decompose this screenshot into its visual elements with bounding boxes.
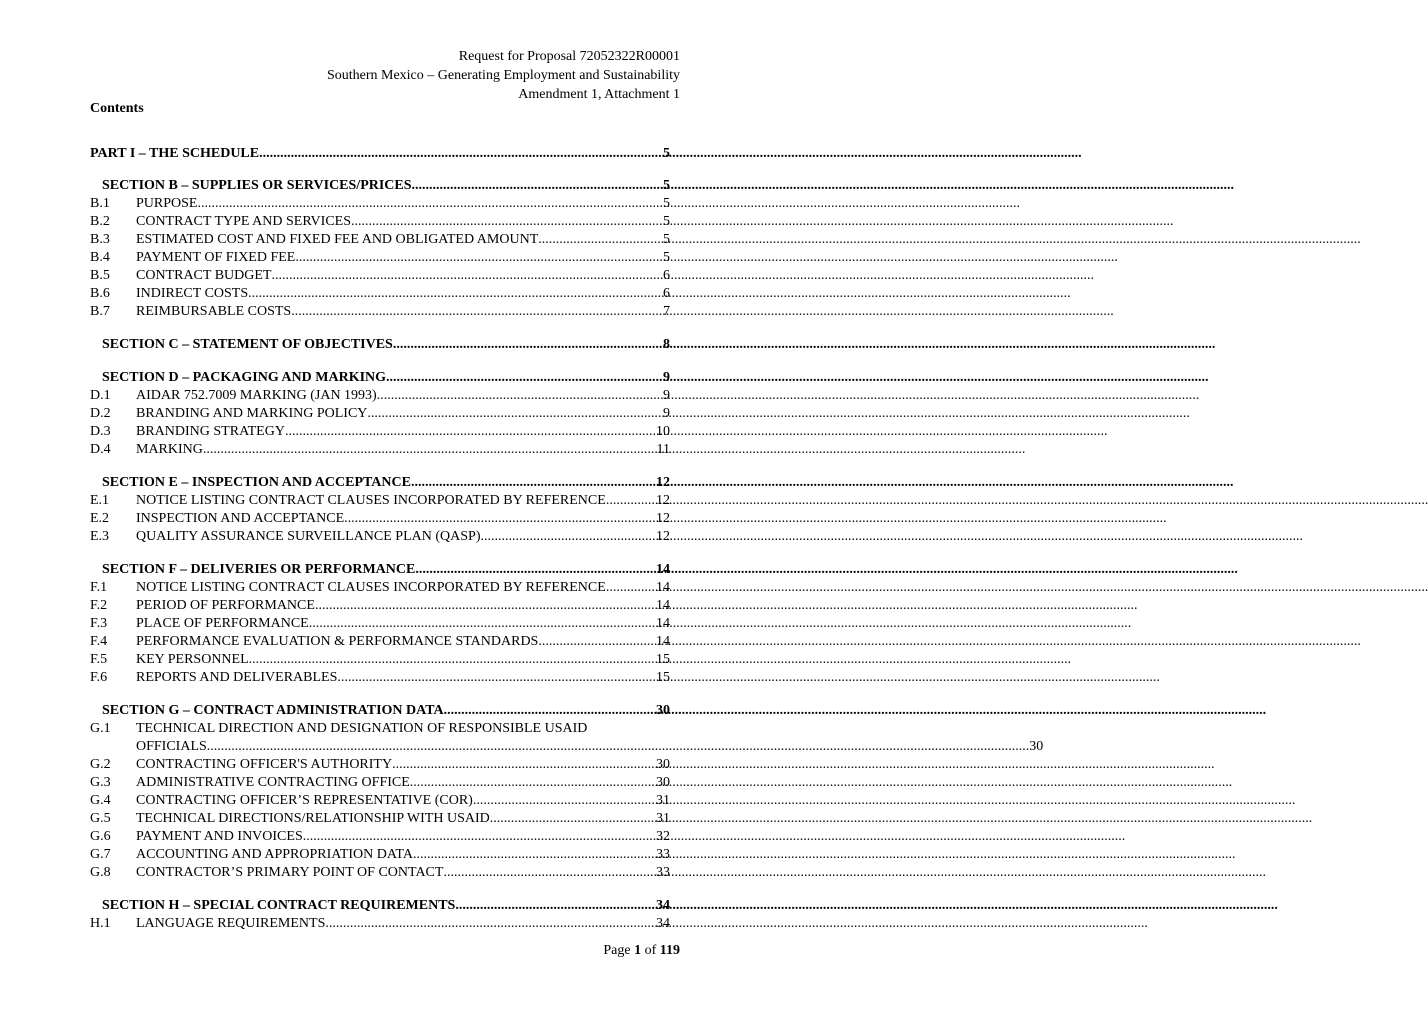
toc-item-title: TECHNICAL DIRECTIONS/RELATIONSHIP WITH USAID [136, 811, 490, 826]
toc-leader-dots [386, 369, 663, 387]
toc-page-number: 33 [656, 847, 670, 862]
toc-item-number: G.8 [90, 865, 111, 880]
toc-leader-dots [249, 651, 656, 669]
toc-item-title: INSPECTION AND ACCEPTANCE [136, 511, 345, 526]
toc-leader-dots [337, 669, 656, 687]
toc-leader-dots [480, 528, 656, 546]
toc-page-number: 30 [656, 775, 670, 790]
toc-item-entry[interactable] [90, 810, 670, 828]
toc-leader-dots [203, 441, 657, 459]
toc-item-number: F.3 [90, 616, 108, 631]
toc-section-title: SECTION G – CONTRACT ADMINISTRATION DATA [102, 703, 444, 718]
toc-leader-dots [412, 177, 663, 195]
toc-leader-dots [285, 423, 656, 441]
toc-page-number: 14 [656, 616, 670, 631]
toc-page-number: 8 [663, 337, 670, 352]
toc-page-number: 5 [663, 196, 670, 211]
toc-leader-dots [415, 561, 656, 579]
toc-item-title: QUALITY ASSURANCE SURVEILLANCE PLAN (QASP) [136, 529, 481, 544]
toc-leader-dots [377, 387, 663, 405]
toc-item-title: PLACE OF PERFORMANCE [136, 616, 309, 631]
toc-item-entry[interactable] [90, 492, 670, 510]
toc-item-entry[interactable] [90, 915, 670, 933]
toc-leader-dots [606, 492, 656, 510]
toc-item-title: KEY PERSONNEL [136, 652, 249, 667]
toc-leader-dots [271, 267, 663, 285]
toc-page-number: 11 [656, 442, 670, 457]
toc-leader-dots [315, 597, 656, 615]
toc-page-number: 5 [663, 250, 670, 265]
toc-section-title: SECTION E – INSPECTION AND ACCEPTANCE [102, 475, 411, 490]
toc-item-title: ACCOUNTING AND APPROPRIATION DATA [136, 847, 413, 862]
toc-item-number: F.6 [90, 670, 108, 685]
toc-page-number: 6 [663, 268, 670, 283]
toc-item-number: E.3 [90, 529, 110, 544]
toc-leader-dots [410, 774, 656, 792]
toc-leader-dots [473, 792, 656, 810]
toc-section-title: SECTION D – PACKAGING AND MARKING [102, 370, 387, 385]
toc-item-entry[interactable] [90, 423, 670, 441]
toc-item-number: D.3 [90, 424, 111, 439]
toc-item-entry[interactable] [90, 846, 670, 864]
header-amendment: Amendment 1, Attachment 1 [518, 87, 680, 102]
toc-item-number: B.7 [90, 304, 110, 319]
toc-item-title: ESTIMATED COST AND FIXED FEE AND OBLIGATED AMOUNT [136, 232, 539, 247]
toc-leader-dots [392, 756, 656, 774]
toc-item-title: PERFORMANCE EVALUATION & PERFORMANCE STANDARDS [136, 634, 539, 649]
toc-leader-dots [259, 145, 663, 163]
toc-item-entry[interactable] [90, 579, 670, 597]
toc-leader-dots [325, 915, 656, 933]
toc-item-number: F.5 [90, 652, 108, 667]
toc-section-entry[interactable] [90, 561, 670, 579]
toc-item-title-continuation [136, 738, 1043, 756]
toc-item-entry[interactable] [90, 510, 670, 528]
toc-section-title: SECTION C – STATEMENT OF OBJECTIVES [102, 337, 393, 352]
toc-item-entry[interactable] [90, 528, 670, 546]
toc-page-number: 5 [663, 214, 670, 229]
toc-page-number: 5 [663, 232, 670, 247]
toc-section-entry[interactable] [90, 336, 670, 354]
toc-leader-dots [351, 213, 663, 231]
toc-page-number: 9 [663, 406, 670, 421]
toc-item-title: NOTICE LISTING CONTRACT CLAUSES INCORPORATED BY REFERENCE [136, 580, 606, 595]
toc-leader-dots [606, 579, 656, 597]
toc-item-entry[interactable] [90, 792, 670, 810]
toc-item-title: MARKING [136, 442, 203, 457]
toc-page-number: 14 [656, 634, 670, 649]
toc-item-number: G.2 [90, 757, 111, 772]
toc-leader-dots [538, 633, 656, 651]
toc-leader-dots [248, 285, 663, 303]
toc-page-number: 6 [663, 286, 670, 301]
contents-heading: Contents [90, 101, 144, 116]
toc-page-number: 12 [656, 511, 670, 526]
toc-item-number: D.2 [90, 406, 111, 421]
toc-section-entry[interactable] [90, 702, 670, 720]
toc-page-number: 30 [1029, 739, 1044, 754]
toc-item-title: INDIRECT COSTS [136, 286, 249, 301]
toc-item-entry[interactable] [90, 285, 670, 303]
toc-item-entry[interactable] [90, 213, 670, 231]
toc-item-wrapped-title [136, 720, 1043, 756]
toc-page-number: 12 [656, 475, 670, 490]
table-of-contents [90, 141, 1044, 933]
toc-item-title: CONTRACTING OFFICER’S REPRESENTATIVE (COR) [136, 793, 473, 808]
toc-item-entry[interactable] [90, 651, 670, 669]
toc-item-entry[interactable] [90, 615, 670, 633]
toc-item-entry[interactable] [90, 441, 670, 459]
toc-section-title: SECTION H – SPECIAL CONTRACT REQUIREMENTS [102, 898, 456, 913]
toc-leader-dots [411, 474, 656, 492]
toc-item-number: G.1 [90, 721, 111, 736]
toc-item-title: PERIOD OF PERFORMANCE [136, 598, 315, 613]
footer-total-pages: 119 [659, 943, 680, 958]
toc-page-number: 15 [656, 652, 670, 667]
toc-page-number: 15 [656, 670, 670, 685]
toc-leader-dots [295, 249, 663, 267]
toc-item-entry[interactable] [90, 303, 670, 321]
toc-item-entry[interactable] [90, 756, 670, 774]
toc-section-entry[interactable] [90, 474, 670, 492]
toc-leader-dots [455, 897, 656, 915]
toc-leader-dots [367, 405, 663, 423]
toc-leader-dots [291, 303, 663, 321]
toc-item-title: CONTRACTING OFFICER'S AUTHORITY [136, 757, 393, 772]
toc-item-number: B.5 [90, 268, 110, 283]
toc-item-title: BRANDING AND MARKING POLICY [136, 406, 368, 421]
toc-item-number: F.4 [90, 634, 108, 649]
toc-item-title-line2: OFFICIALS [136, 739, 207, 754]
document-header [327, 47, 680, 104]
toc-page-number: 12 [656, 529, 670, 544]
toc-page-number: 5 [663, 146, 670, 161]
toc-item-title: AIDAR 752.7009 MARKING (JAN 1993) [136, 388, 377, 403]
toc-item-number: D.1 [90, 388, 111, 403]
toc-section-entry[interactable] [90, 369, 670, 387]
toc-leader-dots [197, 195, 663, 213]
header-project-title: Southern Mexico – Generating Employment and Sustainability [326, 68, 680, 83]
footer-middle: of [641, 943, 660, 958]
toc-item-number: G.6 [90, 829, 111, 844]
toc-item-title: PAYMENT OF FIXED FEE [136, 250, 296, 265]
toc-part-entry[interactable] [90, 145, 670, 163]
toc-page-number: 9 [663, 388, 670, 403]
toc-page-number: 5 [663, 178, 670, 193]
toc-page-number: 34 [656, 898, 670, 913]
toc-leader-dots [443, 864, 656, 882]
toc-section-title: SECTION B – SUPPLIES OR SERVICES/PRICES [102, 178, 412, 193]
toc-item-number: B.1 [90, 196, 110, 211]
toc-page-number: 30 [656, 757, 670, 772]
toc-page-number: 31 [656, 811, 670, 826]
toc-item-number: F.1 [90, 580, 108, 595]
toc-item-title: TECHNICAL DIRECTION AND DESIGNATION OF RESPONSIBLE USAID [136, 721, 588, 736]
toc-item-number: B.6 [90, 286, 110, 301]
toc-item-title: BRANDING STRATEGY [136, 424, 285, 439]
toc-item-entry[interactable] [90, 387, 670, 405]
toc-section-entry[interactable] [90, 177, 670, 195]
toc-part-title: PART I – THE SCHEDULE [90, 146, 260, 161]
toc-item-number: G.4 [90, 793, 111, 808]
toc-item-title: ADMINISTRATIVE CONTRACTING OFFICE [136, 775, 410, 790]
toc-item-entry[interactable] [90, 405, 670, 423]
toc-leader-dots [344, 510, 656, 528]
toc-section-title: SECTION F – DELIVERIES OR PERFORMANCE [102, 562, 416, 577]
toc-item-entry[interactable] [90, 774, 670, 792]
toc-page-number: 14 [656, 598, 670, 613]
toc-page-number: 31 [656, 793, 670, 808]
toc-item-number: G.5 [90, 811, 111, 826]
toc-page-number: 12 [656, 493, 670, 508]
toc-page-number: 7 [663, 304, 670, 319]
toc-page-number: 30 [656, 703, 670, 718]
toc-item-number: H.1 [90, 916, 111, 931]
toc-page-number: 9 [663, 370, 670, 385]
toc-item-title: REIMBURSABLE COSTS [136, 304, 292, 319]
toc-item-number: B.4 [90, 250, 110, 265]
toc-item-entry[interactable] [90, 828, 670, 846]
toc-leader-dots [444, 702, 656, 720]
toc-page-number: 32 [656, 829, 670, 844]
toc-leader-dots [207, 738, 1030, 756]
page-footer [603, 943, 680, 959]
toc-item-entry[interactable] [90, 231, 670, 249]
toc-item-entry[interactable] [90, 249, 670, 267]
toc-item-title: CONTRACT BUDGET [136, 268, 272, 283]
toc-item-entry[interactable] [90, 720, 1044, 756]
toc-leader-dots [303, 828, 656, 846]
toc-item-number: B.3 [90, 232, 110, 247]
toc-item-number: F.2 [90, 598, 108, 613]
toc-item-title: CONTRACT TYPE AND SERVICES [136, 214, 352, 229]
toc-page-number: 33 [656, 865, 670, 880]
toc-leader-dots [490, 810, 656, 828]
toc-item-entry[interactable] [90, 195, 670, 213]
toc-item-number: B.2 [90, 214, 110, 229]
toc-item-entry[interactable] [90, 633, 670, 651]
toc-page-number: 14 [656, 580, 670, 595]
toc-item-title: REPORTS AND DELIVERABLES [136, 670, 338, 685]
toc-item-title: PAYMENT AND INVOICES [136, 829, 303, 844]
header-rfp-number: Request for Proposal 72052322R00001 [458, 49, 680, 64]
toc-item-number: G.3 [90, 775, 111, 790]
toc-item-entry[interactable] [90, 267, 670, 285]
toc-page-number: 34 [656, 916, 670, 931]
toc-item-entry[interactable] [90, 864, 670, 882]
toc-item-number: E.1 [90, 493, 110, 508]
footer-prefix: Page [603, 943, 635, 958]
toc-item-number: E.2 [90, 511, 110, 526]
toc-item-entry[interactable] [90, 597, 670, 615]
toc-item-title: NOTICE LISTING CONTRACT CLAUSES INCORPORATED BY REFERENCE [136, 493, 606, 508]
toc-item-title: LANGUAGE REQUIREMENTS [136, 916, 326, 931]
toc-leader-dots [393, 336, 663, 354]
toc-item-number: D.4 [90, 442, 111, 457]
toc-item-title: CONTRACTOR’S PRIMARY POINT OF CONTACT [136, 865, 444, 880]
toc-leader-dots [538, 231, 663, 249]
toc-item-title: PURPOSE [136, 196, 198, 211]
toc-page-number: 10 [656, 424, 670, 439]
footer-current-page: 1 [634, 943, 642, 958]
toc-leader-dots [309, 615, 656, 633]
toc-leader-dots [413, 846, 656, 864]
toc-item-entry[interactable] [90, 669, 670, 687]
toc-item-number: G.7 [90, 847, 111, 862]
toc-page-number: 14 [656, 562, 670, 577]
toc-section-entry[interactable] [90, 897, 670, 915]
